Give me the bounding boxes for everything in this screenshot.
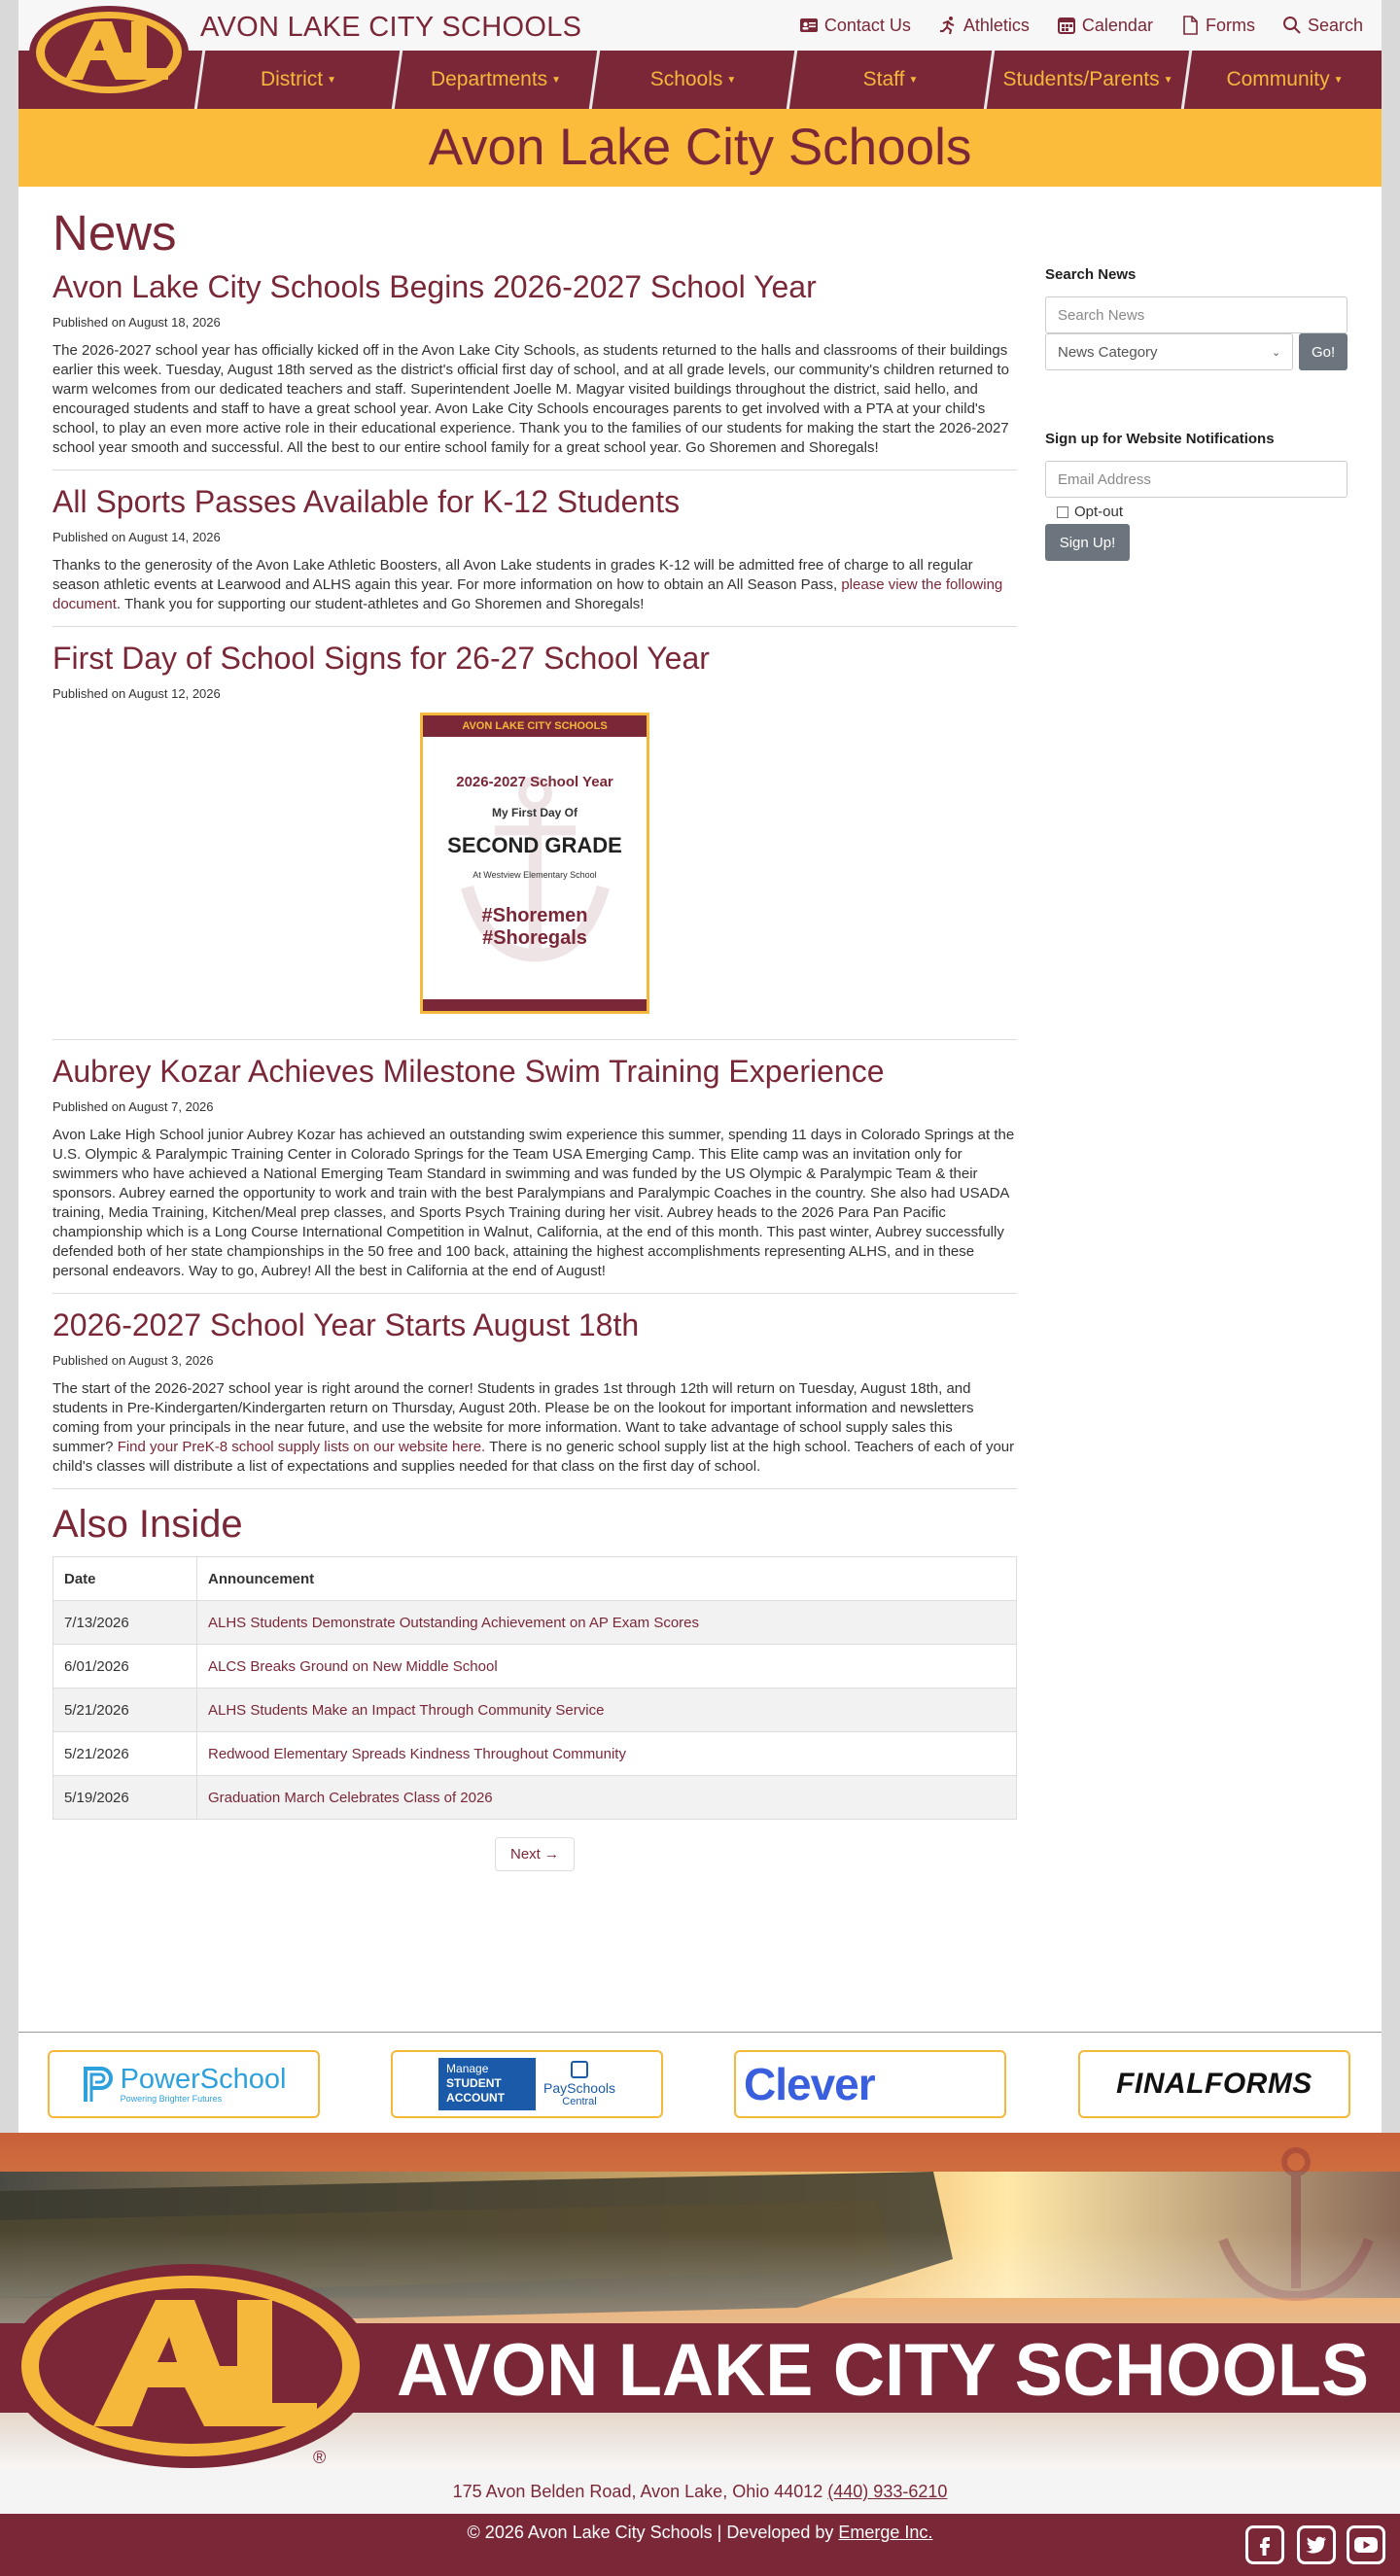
copyright-label: © 2026 Avon Lake City Schools | Developed by xyxy=(467,2523,839,2542)
contact-card-icon xyxy=(799,16,819,35)
article-date: Published on August 7, 2026 xyxy=(52,1099,214,1114)
sign-grade: SECOND GRADE xyxy=(447,833,622,857)
sign-hashtag: #Shoremen xyxy=(481,905,588,926)
address-text: 175 Avon Belden Road, Avon Lake, Ohio 44012 xyxy=(452,2482,828,2501)
clever-wordmark: Clever xyxy=(744,2059,875,2109)
lakefront-photo xyxy=(0,2133,1400,2469)
table-row xyxy=(53,1732,1017,1776)
article-title-link[interactable]: All Sports Passes Available for K-12 Students xyxy=(52,484,681,519)
also-inside-heading: Also Inside xyxy=(52,1503,243,1546)
announcement-link[interactable]: Redwood Elementary Spreads Kindness Throughout Community xyxy=(208,1745,626,1762)
sign-hashtag: #Shoregals xyxy=(482,927,587,949)
row-date: 6/01/2026 xyxy=(53,1645,197,1688)
payschools-wordmark: PaySchools xyxy=(543,2080,615,2096)
search-icon xyxy=(1282,16,1302,35)
article-body xyxy=(52,556,1017,614)
row-date: 5/21/2026 xyxy=(53,1688,197,1732)
nav-schools[interactable] xyxy=(596,51,790,109)
row-date: 5/19/2026 xyxy=(53,1776,197,1820)
article-date: Published on August 12, 2026 xyxy=(52,686,221,701)
announcement-link[interactable]: ALHS Students Make an Impact Through Community Service xyxy=(208,1701,605,1719)
nav-community-label: Community xyxy=(1226,68,1330,90)
footer-copyright-bar xyxy=(0,2514,1400,2576)
column-header-announcement: Announcement xyxy=(197,1557,1017,1601)
twitter-link[interactable] xyxy=(1297,2525,1336,2564)
runner-icon xyxy=(938,16,958,35)
news-article xyxy=(52,269,1017,470)
sidebar xyxy=(1045,266,1348,561)
article-body-text: Thanks to the generosity of the Avon Lake Athletic Boosters, all Avon Lake students in grades K-12 will be admitted free of charge to all regular season athletic events at Learwood and ALHS again this year. For more information on how to obtain an All Season Pass, xyxy=(52,557,973,593)
athletics-label: Athletics xyxy=(962,15,1030,35)
caret-down-icon: ▼ xyxy=(1163,74,1173,86)
powerschool-wordmark: PowerSchool xyxy=(120,2064,287,2095)
contact-us-link[interactable] xyxy=(799,16,911,36)
article-body: The 2026-2027 school year has officially kicked off in the Avon Lake City Schools, as students returned to the halls and classrooms of their buildings earlier this week. Tuesday, August 18th served as the district's official first day of school, and at all grade levels, our community's children returned to warm welcomes from our dedicated teachers and staff. Superintendent Joelle M. Magyar visited buildings throughout the district, said hello, and encouraged students and staff to have a great school year. Avon Lake City Schools encourages parents to get involved with a PTA at your child's school, to play an even more active role in their educational experience. Thank you to the families of our students for making the start the 2026-2027 school year smooth and successful. All the best to our entire school family for a great school year. Go Shoremen and Shoregals! xyxy=(52,342,1009,456)
nav-staff-label: Staff xyxy=(862,68,905,90)
twitter-icon xyxy=(1305,2533,1328,2557)
news-heading: News xyxy=(52,205,177,261)
supply-list-link[interactable]: Find your PreK-8 school supply lists on our website here. xyxy=(117,1439,490,1455)
facebook-link[interactable] xyxy=(1245,2525,1284,2564)
search-label: Search xyxy=(1307,15,1363,35)
document-icon xyxy=(1180,16,1200,35)
caret-down-icon: ▼ xyxy=(726,74,737,86)
article-title-link[interactable]: Avon Lake City Schools Begins 2026-2027 School Year xyxy=(52,269,817,304)
search-news-heading: Search News xyxy=(1045,266,1137,283)
go-button[interactable]: Go! xyxy=(1299,333,1348,370)
partner-links xyxy=(18,2032,1382,2133)
optout-checkbox[interactable] xyxy=(1057,506,1068,518)
pass-document-link[interactable]: please view the following document xyxy=(52,576,1003,612)
search-news-input[interactable]: Search News xyxy=(1045,296,1348,333)
article-body-text: The start of the 2026-2027 school year is right around the corner! Students in grades 1st through 12th will return on Tuesday, August 18th, and students in Pre-Kindergarten/Kindergarten return on Thursday, August 20th. Please be on the lookout for important information and newsletters coming from your principals in the near future, and use the website for more information. Want to take advantage of school supply sales this summer? xyxy=(52,1380,974,1455)
nav-students-parents[interactable] xyxy=(991,51,1185,109)
finalforms-wordmark: FINALFORMS xyxy=(1116,2068,1312,2100)
nav-staff[interactable] xyxy=(793,51,988,109)
news-article xyxy=(52,484,1017,627)
news-article xyxy=(52,641,1017,1040)
developer-link[interactable]: Emerge Inc. xyxy=(838,2523,933,2542)
nav-district-label: District xyxy=(260,68,324,90)
announcement-link[interactable]: ALHS Students Demonstrate Outstanding Achievement on AP Exam Scores xyxy=(208,1614,699,1631)
also-inside-table xyxy=(52,1556,1017,1820)
footer-banner-image xyxy=(0,2133,1400,2469)
nav-departments[interactable] xyxy=(399,51,593,109)
column-header-date: Date xyxy=(53,1557,197,1601)
article-title-link[interactable]: First Day of School Signs for 26-27 School Year xyxy=(52,641,710,676)
powerschool-link[interactable] xyxy=(48,2050,320,2118)
news-category-select[interactable] xyxy=(1045,333,1293,370)
article-title-link[interactable]: Aubrey Kozar Achieves Milestone Swim Training Experience xyxy=(52,1054,885,1089)
banner-title: Avon Lake City Schools xyxy=(428,119,972,176)
payschools-sub: Central xyxy=(562,2096,597,2107)
next-page-button[interactable]: Next → xyxy=(495,1837,575,1871)
copyright-text xyxy=(467,2522,933,2543)
forms-label: Forms xyxy=(1205,15,1255,35)
district-logo[interactable] xyxy=(26,4,192,101)
article-date: Published on August 18, 2026 xyxy=(52,315,221,330)
nav-departments-label: Departments xyxy=(430,68,548,90)
sign-footer-strip xyxy=(423,999,647,1011)
youtube-link[interactable] xyxy=(1347,2525,1385,2564)
chevron-down-icon: ⌄ xyxy=(1271,346,1281,359)
main-content xyxy=(18,187,1382,2032)
nav-community[interactable] xyxy=(1188,51,1382,109)
calendar-icon xyxy=(1057,16,1076,35)
optout-label: Opt-out xyxy=(1074,504,1124,520)
manage-account-box xyxy=(438,2058,536,2110)
announcement-link[interactable]: ALCS Breaks Ground on New Middle School xyxy=(208,1657,498,1675)
payschools-link[interactable] xyxy=(391,2050,663,2118)
news-column xyxy=(52,204,1017,1871)
article-date: Published on August 3, 2026 xyxy=(52,1353,214,1368)
nav-students-parents-label: Students/Parents xyxy=(1002,68,1160,90)
footer-banner-title: AVON LAKE CITY SCHOOLS xyxy=(397,2329,1369,2412)
article-body: Avon Lake High School junior Aubrey Kozar has achieved an outstanding swim experience this summer, spending 11 days in Colorado Springs at the U.S. Olympic & Paralympic Training Center in Colorado Springs for the Team USA Emerging Camp. This Elite camp was an invitation only for swimmers who have achieved a National Emerging Team Standard in swimming and was funded by the US Olympic & Paralympic Team & their sponsors. Aubrey earned the opportunity to work and train with the best Paralympians and Paralympic Coaches in the country. She also had USADA training, Media Training, Kitchen/Meal prep classes, and Sports Psych Training during her visit. Aubrey heads to the 2026 Para Pan Pacific championship which is a Long Course International Competition in Walnut, California, at the end of this month. This past winter, Aubrey successfully defended both of her state championships in the 50 free and 100 back, attaining the highest accomplishments representing ALHS, and in these personal endeavors. Way to go, Aubrey! All the best in California at the end of August! xyxy=(52,1127,1015,1279)
article-date: Published on August 14, 2026 xyxy=(52,530,221,544)
signup-button[interactable]: Sign Up! xyxy=(1045,524,1130,561)
nav-schools-label: Schools xyxy=(649,68,723,90)
optout-option[interactable] xyxy=(1057,504,1348,520)
table-row xyxy=(53,1645,1017,1688)
payschools-icon xyxy=(571,2061,588,2078)
student-label: STUDENT xyxy=(446,2076,502,2090)
top-bar xyxy=(18,0,1382,51)
finalforms-link[interactable] xyxy=(1078,2050,1350,2118)
footer-address-bar xyxy=(0,2469,1400,2514)
sign-year: 2026-2027 School Year xyxy=(456,774,613,790)
youtube-icon xyxy=(1353,2533,1379,2557)
svg-text:®: ® xyxy=(172,87,179,97)
facebook-icon xyxy=(1253,2533,1277,2557)
row-date: 7/13/2026 xyxy=(53,1601,197,1645)
row-date: 5/21/2026 xyxy=(53,1732,197,1776)
article-body-text: There is no generic school supply list at the high school. Teachers of each of your child's classes will distribute a list of expectations and supplies needed for that class on the first day of school. xyxy=(52,1439,1015,1475)
news-category-value: News Category xyxy=(1058,343,1158,361)
sign-line: My First Day Of xyxy=(491,806,578,819)
sign-header: AVON LAKE CITY SCHOOLS xyxy=(423,715,647,737)
search-link[interactable] xyxy=(1282,16,1363,36)
calendar-label: Calendar xyxy=(1081,15,1153,35)
table-row xyxy=(53,1601,1017,1645)
caret-down-icon: ▼ xyxy=(908,74,919,86)
caret-down-icon: ▼ xyxy=(551,74,562,86)
news-article xyxy=(52,1307,1017,1489)
clever-link[interactable] xyxy=(734,2050,1006,2118)
news-article xyxy=(52,1054,1017,1294)
utility-nav xyxy=(799,0,1363,51)
sign-school: At Westview Elementary School xyxy=(472,870,597,880)
powerschool-icon xyxy=(82,2065,115,2104)
caret-down-icon: ▼ xyxy=(1333,74,1344,86)
signup-heading: Sign up for Website Notifications xyxy=(1045,431,1275,447)
contact-us-label: Contact Us xyxy=(823,15,911,35)
article-body-text: . Thank you for supporting our student-athletes and Go Shoremen and Shoregals! xyxy=(116,596,645,612)
phone-link[interactable]: (440) 933-6210 xyxy=(827,2482,948,2501)
table-row xyxy=(53,1688,1017,1732)
nav-district[interactable] xyxy=(201,51,396,109)
athletics-link[interactable] xyxy=(938,16,1030,36)
caret-down-icon: ▼ xyxy=(327,74,337,86)
site-name[interactable]: AVON LAKE CITY SCHOOLS xyxy=(200,12,582,43)
calendar-link[interactable] xyxy=(1057,16,1153,36)
table-row xyxy=(53,1776,1017,1820)
article-title-link[interactable]: 2026-2027 School Year Starts August 18th xyxy=(52,1307,640,1342)
email-field[interactable]: Email Address xyxy=(1045,461,1348,498)
first-day-sign-image[interactable] xyxy=(420,713,649,1014)
forms-link[interactable] xyxy=(1180,16,1255,36)
page-banner xyxy=(18,109,1382,187)
main-nav xyxy=(18,51,1382,109)
svg-text:®: ® xyxy=(313,2448,327,2467)
announcement-link[interactable]: Graduation March Celebrates Class of 2026 xyxy=(208,1789,493,1806)
powerschool-tagline: Powering Brighter Futures xyxy=(120,2094,223,2104)
account-label: ACCOUNT xyxy=(446,2091,506,2105)
article-body xyxy=(52,1379,1017,1477)
manage-label: Manage xyxy=(446,2062,489,2075)
